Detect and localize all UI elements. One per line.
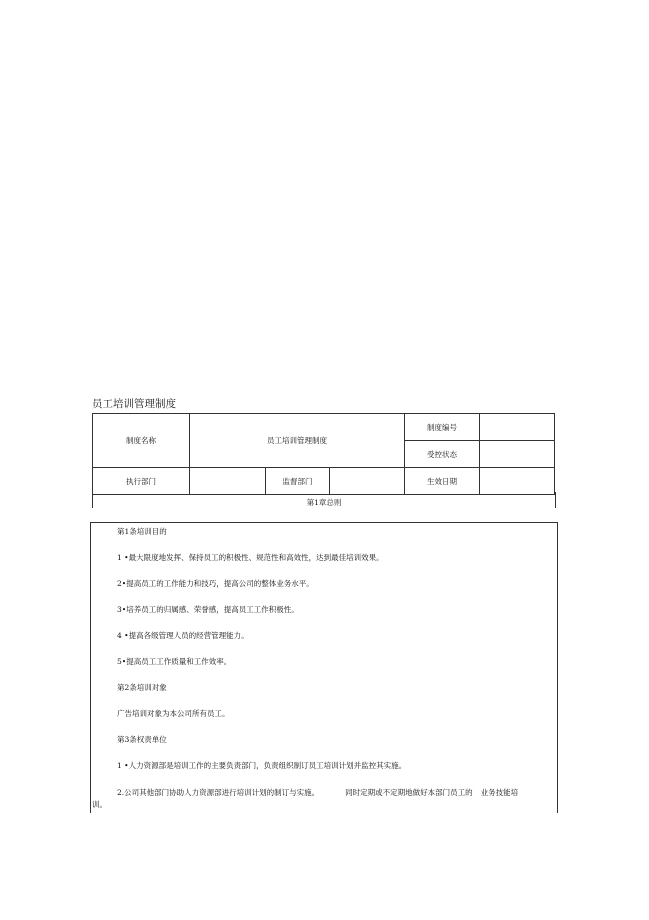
status-label: 受控状态 [405,441,480,468]
article2-text: 广告培训对象为本公司所有员工。 [117,709,230,718]
article3-item-2-continued: 训。 [92,800,107,809]
article2-title: 第2条培训对象 [117,683,167,692]
article1-item-4: 4 •提高各级管理人员的经营管理能力。 [117,631,249,640]
number-label: 制度编号 [405,414,480,441]
article3-item-2-part-b: 同时定期或不定期地做好本部门员工的 [345,788,473,797]
article1-item-5: 5•提高员工工作质量和工作效率。 [117,657,232,666]
name-value: 员工培训管理制度 [190,414,405,468]
dept-label: 执行部门 [93,468,190,495]
article3-item-1: 1 •人力资源部是培训工作的主要负责部门，负责组织制订员工培训计划并监控其实施。 [117,761,407,770]
supervisor-label: 监督部门 [266,468,330,495]
status-value [480,441,555,468]
chapter-title: 第1章总则 [92,492,556,508]
article3-title: 第3条权责单位 [117,735,167,744]
date-label: 生效日期 [405,468,480,495]
name-label: 制度名称 [93,414,190,468]
article1-title: 第1条培训目的 [117,527,167,536]
supervisor-value [330,468,405,495]
article3-item-2-part-a: 2.公司其他部门协助人力资源部进行培训计划的制订与实施。 [117,788,320,797]
date-value [480,468,555,495]
article1-item-1: 1 •最大限度地发挥、保持员工的积极性、规范性和高效性，达到最佳培训效果。 [117,553,384,562]
dept-value [190,468,266,495]
document-title: 员工培训管理制度 [92,398,176,410]
article1-item-3: 3•培养员工的归属感、荣誉感，提高员工工作积极性。 [117,605,299,614]
article1-item-2: 2•提高员工的工作能力和技巧，提高公司的整体业务水平。 [117,579,314,588]
meta-table [92,413,555,495]
article3-item-2 [117,787,518,798]
article3-item-2-part-c: 业务技能培 [480,788,519,797]
number-value [480,414,555,441]
